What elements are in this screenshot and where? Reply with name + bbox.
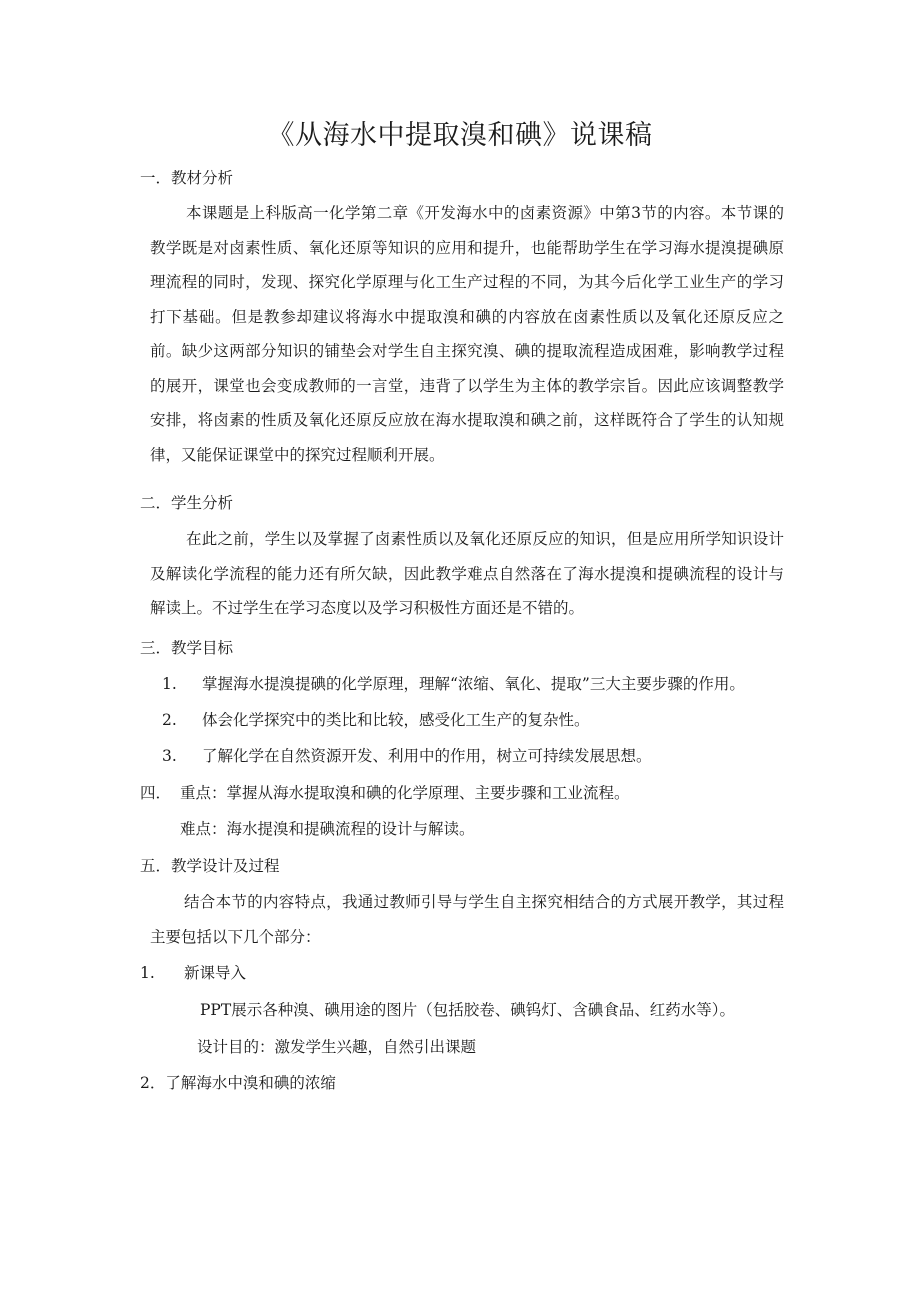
- objective-item-2: [162, 709, 590, 731]
- step-1-purpose-text: 设计目的：激发学生兴趣，自然引出课题: [197, 1038, 477, 1056]
- section-1-paragraph: 本课题是上科版高一化学第二章《开发海水中的卤素资源》中第3节的内容。本节课的教学既是对卤素性质、氧化还原等知识的应用和提升，也能帮助学生在学习海水提溴提碘原理流程的同时，发现、探究化学原理与化工生产过程的不同，为其今后化学工业生产的学习打下基础。但是教参却建议将海水中提取溴和碘的内容放在卤素性质以及氧化还原反应之前。缺少这两部分知识的铺垫会对学生自主探究溴、碘的提取流程造成困难，影响教学过程的展开，课堂也会变成教师的一言堂，违背了以学生为主体的教学宗旨。因此应该调整教学安排，将卤素的性质及氧化还原反应放在海水提取溴和碘之前，这样既符合了学生的认知规律，又能保证课堂中的探究过程顺利开展。: [150, 204, 784, 464]
- section-4-key-points: [140, 782, 630, 804]
- key-point-text: 重点：掌握从海水提取溴和碘的化学原理、主要步骤和工业流程。: [180, 784, 630, 802]
- section-2-heading: 二．学生分析: [140, 494, 234, 512]
- section-5-paragraph: 结合本节的内容特点，我通过教师引导与学生自主探究相结合的方式展开教学，其过程主要包括以下几个部分：: [150, 893, 784, 946]
- document-title: 《从海水中提取溴和碘》说课稿: [267, 120, 653, 151]
- section-2-paragraph: 在此之前，学生以及掌握了卤素性质以及氧化还原反应的知识，但是应用所学知识设计及解读化学流程的能力还有所欠缺，因此教学难点自然落在了海水提溴和提碘流程的设计与解读上。不过学生在学习态度以及学习积极性方面还是不错的。: [150, 530, 784, 617]
- step-1-number: 1.: [140, 964, 155, 982]
- section-4-number: 四．: [140, 784, 172, 802]
- objective-text: 了解化学在自然资源开发、利用中的作用，树立可持续发展思想。: [202, 747, 652, 765]
- objective-number: 3.: [162, 747, 177, 765]
- objective-item-1: [162, 673, 745, 695]
- difficult-point-text: 难点：海水提溴和提碘流程的设计与解读。: [180, 820, 475, 838]
- section-1-heading: 一．教材分析: [140, 169, 234, 187]
- step-1-heading: [140, 962, 246, 984]
- step-1-label: 新课导入: [184, 964, 247, 982]
- section-3-heading: 三．教学目标: [140, 639, 234, 657]
- objective-item-3: [162, 745, 652, 767]
- objective-number: 1.: [162, 675, 177, 693]
- step-1-ppt-text: PPT展示各种溴、碘用途的图片（包括胶卷、碘钨灯、含碘食品、红药水等）。: [200, 1001, 735, 1019]
- step-2-heading: 2．了解海水中溴和碘的浓缩: [140, 1074, 336, 1092]
- objective-number: 2.: [162, 711, 177, 729]
- objective-text: 掌握海水提溴提碘的化学原理，理解“浓缩、氧化、提取”三大主要步骤的作用。: [202, 675, 745, 693]
- section-5-heading: 五．教学设计及过程: [140, 857, 280, 875]
- objective-text: 体会化学探究中的类比和比较，感受化工生产的复杂性。: [202, 711, 590, 729]
